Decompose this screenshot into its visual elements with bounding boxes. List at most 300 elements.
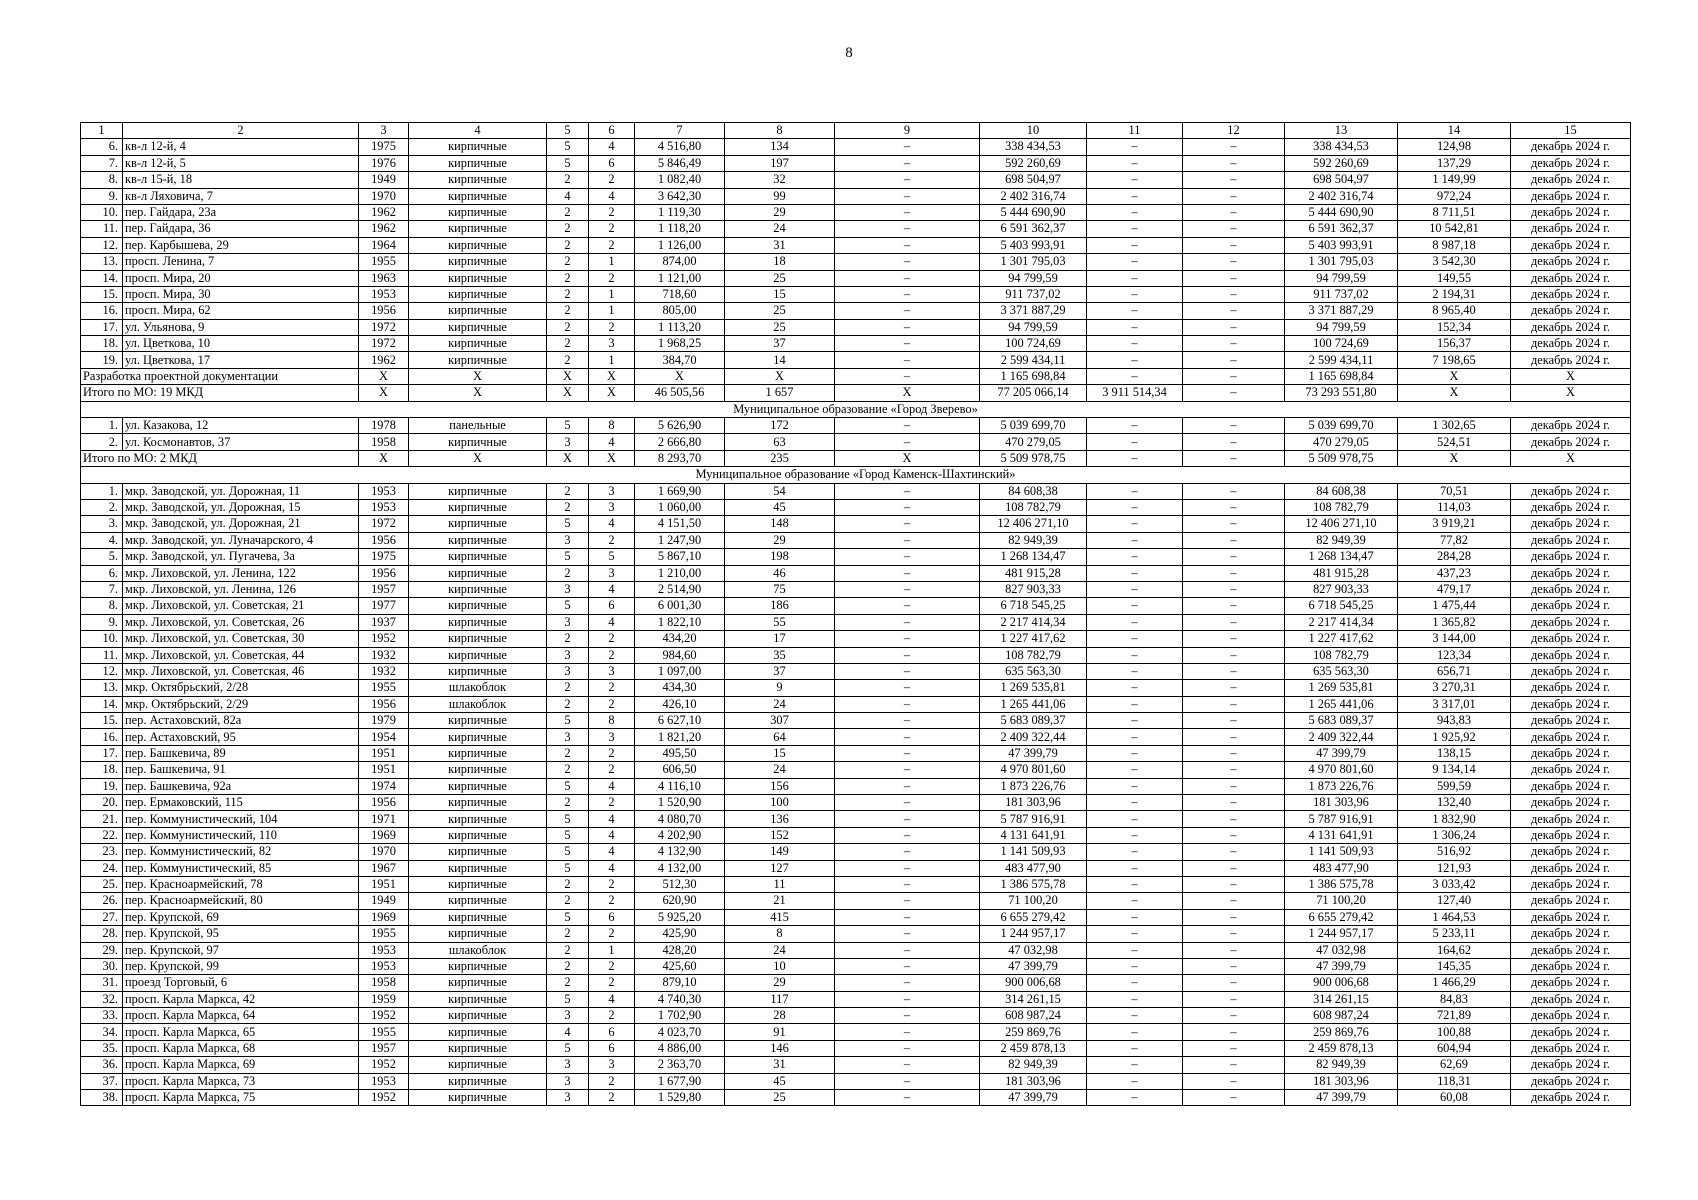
- table-cell: 1 227 417,62: [980, 631, 1087, 647]
- table-cell: 5 403 993,91: [1285, 237, 1398, 253]
- table-cell: 2 409 322,44: [1285, 729, 1398, 745]
- table-row: [81, 713, 1631, 729]
- table-cell: 6 718 545,25: [980, 598, 1087, 614]
- repair-schedule-table: [80, 122, 1631, 1106]
- table-cell: 1952: [359, 631, 409, 647]
- table-cell: 1: [589, 352, 635, 368]
- table-cell: декабрь 2024 г.: [1511, 909, 1631, 925]
- table-cell: –: [1183, 663, 1285, 679]
- table-cell: 2: [547, 254, 589, 270]
- address-cell: мкр. Лиховской, ул. Советская, 30: [123, 631, 359, 647]
- row-number: 11.: [81, 221, 123, 237]
- table-cell: 1970: [359, 188, 409, 204]
- table-cell: 4: [589, 811, 635, 827]
- table-cell: –: [1183, 991, 1285, 1007]
- table-cell: 698 504,97: [980, 172, 1087, 188]
- column-number: 8: [725, 123, 835, 139]
- table-cell: 3: [547, 434, 589, 450]
- table-row: [81, 1008, 1631, 1024]
- table-cell: 2: [547, 565, 589, 581]
- table-cell: 4: [589, 827, 635, 843]
- table-cell: 2 402 316,74: [1285, 188, 1398, 204]
- table-cell: 1 118,20: [635, 221, 725, 237]
- table-cell: 1 677,90: [635, 1073, 725, 1089]
- table-cell: 2: [547, 204, 589, 220]
- table-cell: –: [1183, 1073, 1285, 1089]
- table-cell: –: [835, 991, 980, 1007]
- table-cell: 5: [547, 549, 589, 565]
- table-cell: 8 965,40: [1398, 303, 1511, 319]
- row-number: 26.: [81, 893, 123, 909]
- table-row: [81, 139, 1631, 155]
- table-cell: –: [1087, 1057, 1183, 1073]
- address-cell: пер. Астаховский, 95: [123, 729, 359, 745]
- table-cell: 5: [547, 418, 589, 434]
- table-cell: 827 903,33: [980, 581, 1087, 597]
- table-cell: декабрь 2024 г.: [1511, 139, 1631, 155]
- table-cell: 5: [547, 909, 589, 925]
- table-cell: декабрь 2024 г.: [1511, 319, 1631, 335]
- table-cell: –: [835, 745, 980, 761]
- summary-cell: X: [547, 385, 589, 401]
- table-cell: –: [1183, 844, 1285, 860]
- table-cell: 114,03: [1398, 499, 1511, 515]
- table-cell: кирпичные: [409, 729, 547, 745]
- table-cell: –: [1183, 975, 1285, 991]
- address-cell: просп. Мира, 62: [123, 303, 359, 319]
- table-cell: –: [1183, 532, 1285, 548]
- table-cell: 635 563,30: [1285, 663, 1398, 679]
- table-cell: 481 915,28: [1285, 565, 1398, 581]
- table-row: [81, 516, 1631, 532]
- table-row: [81, 532, 1631, 548]
- table-cell: декабрь 2024 г.: [1511, 303, 1631, 319]
- table-cell: 805,00: [635, 303, 725, 319]
- row-number: 19.: [81, 352, 123, 368]
- table-cell: 5: [547, 713, 589, 729]
- table-cell: 146: [725, 1040, 835, 1056]
- table-cell: кирпичные: [409, 909, 547, 925]
- table-cell: –: [1183, 483, 1285, 499]
- table-cell: –: [835, 729, 980, 745]
- table-row: [81, 860, 1631, 876]
- table-cell: 2: [589, 1090, 635, 1106]
- table-cell: 1: [589, 254, 635, 270]
- table-cell: 2: [589, 680, 635, 696]
- table-cell: –: [835, 598, 980, 614]
- table-cell: 94 799,59: [1285, 270, 1398, 286]
- table-cell: –: [1087, 680, 1183, 696]
- summary-cell: –: [1183, 450, 1285, 466]
- table-cell: 4: [589, 844, 635, 860]
- table-cell: декабрь 2024 г.: [1511, 352, 1631, 368]
- table-cell: декабрь 2024 г.: [1511, 942, 1631, 958]
- table-cell: –: [1183, 581, 1285, 597]
- table-cell: 1 822,10: [635, 614, 725, 630]
- summary-cell: X: [547, 368, 589, 384]
- column-number: 10: [980, 123, 1087, 139]
- summary-cell: –: [1183, 368, 1285, 384]
- table-cell: 186: [725, 598, 835, 614]
- table-cell: –: [835, 532, 980, 548]
- table-cell: 2: [547, 319, 589, 335]
- table-cell: 5 403 993,91: [980, 237, 1087, 253]
- row-number: 20.: [81, 795, 123, 811]
- table-cell: 4 131 641,91: [1285, 827, 1398, 843]
- table-cell: 1 386 575,78: [980, 876, 1087, 892]
- table-cell: 100: [725, 795, 835, 811]
- table-cell: 82 949,39: [980, 1057, 1087, 1073]
- table-cell: 15: [725, 745, 835, 761]
- table-row: [81, 352, 1631, 368]
- address-cell: пер. Башкевича, 89: [123, 745, 359, 761]
- row-number: 36.: [81, 1057, 123, 1073]
- table-cell: –: [1183, 303, 1285, 319]
- table-cell: 5 867,10: [635, 549, 725, 565]
- table-cell: 2: [547, 795, 589, 811]
- table-cell: –: [1183, 1090, 1285, 1106]
- table-row: [81, 483, 1631, 499]
- table-cell: 12 406 271,10: [980, 516, 1087, 532]
- table-cell: 4 740,30: [635, 991, 725, 1007]
- table-cell: 121,93: [1398, 860, 1511, 876]
- table-cell: кирпичные: [409, 1090, 547, 1106]
- table-cell: –: [835, 352, 980, 368]
- row-number: 38.: [81, 1090, 123, 1106]
- table-cell: 1964: [359, 237, 409, 253]
- table-cell: –: [1183, 319, 1285, 335]
- table-cell: декабрь 2024 г.: [1511, 991, 1631, 1007]
- table-cell: 415: [725, 909, 835, 925]
- table-cell: –: [1087, 434, 1183, 450]
- table-cell: –: [835, 549, 980, 565]
- table-cell: 4 886,00: [635, 1040, 725, 1056]
- table-cell: –: [1183, 876, 1285, 892]
- table-cell: 1 302,65: [1398, 418, 1511, 434]
- table-cell: 24: [725, 762, 835, 778]
- table-cell: кирпичные: [409, 499, 547, 515]
- table-cell: –: [835, 876, 980, 892]
- table-cell: 1957: [359, 581, 409, 597]
- row-number: 34.: [81, 1024, 123, 1040]
- table-cell: декабрь 2024 г.: [1511, 483, 1631, 499]
- table-cell: кирпичные: [409, 795, 547, 811]
- table-cell: 4: [589, 434, 635, 450]
- table-cell: 3 919,21: [1398, 516, 1511, 532]
- table-cell: кирпичные: [409, 1040, 547, 1056]
- table-cell: 145,35: [1398, 958, 1511, 974]
- table-cell: 524,51: [1398, 434, 1511, 450]
- address-cell: мкр. Октябрьский, 2/28: [123, 680, 359, 696]
- address-cell: пер. Крупской, 69: [123, 909, 359, 925]
- address-cell: мкр. Лиховской, ул. Советская, 21: [123, 598, 359, 614]
- table-cell: кирпичные: [409, 516, 547, 532]
- table-cell: кирпичные: [409, 958, 547, 974]
- table-cell: 606,50: [635, 762, 725, 778]
- table-cell: –: [835, 139, 980, 155]
- table-cell: 152,34: [1398, 319, 1511, 335]
- row-number: 2.: [81, 499, 123, 515]
- table-row: [81, 549, 1631, 565]
- column-number: 14: [1398, 123, 1511, 139]
- table-cell: 2 363,70: [635, 1057, 725, 1073]
- table-cell: декабрь 2024 г.: [1511, 811, 1631, 827]
- table-cell: –: [1087, 958, 1183, 974]
- table-cell: –: [835, 499, 980, 515]
- table-cell: –: [1087, 991, 1183, 1007]
- table-cell: 2: [547, 483, 589, 499]
- table-cell: декабрь 2024 г.: [1511, 565, 1631, 581]
- table-cell: кирпичные: [409, 926, 547, 942]
- table-cell: 1952: [359, 1057, 409, 1073]
- table-cell: –: [1087, 778, 1183, 794]
- table-cell: –: [1183, 204, 1285, 220]
- table-cell: 1 265 441,06: [980, 696, 1087, 712]
- table-cell: 29: [725, 975, 835, 991]
- table-cell: –: [1087, 876, 1183, 892]
- table-cell: 620,90: [635, 893, 725, 909]
- row-number: 16.: [81, 303, 123, 319]
- table-cell: –: [1183, 958, 1285, 974]
- summary-label: Итого по МО: 2 МКД: [81, 450, 359, 466]
- table-cell: 721,89: [1398, 1008, 1511, 1024]
- table-cell: 2: [589, 958, 635, 974]
- table-cell: 470 279,05: [980, 434, 1087, 450]
- table-cell: 698 504,97: [1285, 172, 1398, 188]
- table-row: [81, 811, 1631, 827]
- table-cell: –: [835, 827, 980, 843]
- table-cell: кирпичные: [409, 713, 547, 729]
- table-cell: 70,51: [1398, 483, 1511, 499]
- table-cell: 8: [589, 418, 635, 434]
- table-row: [81, 565, 1631, 581]
- table-cell: 1949: [359, 893, 409, 909]
- table-cell: 63: [725, 434, 835, 450]
- table-cell: –: [835, 516, 980, 532]
- table-cell: 181 303,96: [1285, 1073, 1398, 1089]
- address-cell: просп. Карла Маркса, 42: [123, 991, 359, 1007]
- table-cell: 1 060,00: [635, 499, 725, 515]
- table-cell: –: [835, 647, 980, 663]
- address-cell: мкр. Лиховской, ул. Советская, 46: [123, 663, 359, 679]
- row-number: 5.: [81, 549, 123, 565]
- table-cell: 516,92: [1398, 844, 1511, 860]
- table-cell: 15: [725, 286, 835, 302]
- table-cell: 148: [725, 516, 835, 532]
- table-row: [81, 991, 1631, 1007]
- address-cell: мкр. Заводской, ул. Луначарского, 4: [123, 532, 359, 548]
- table-cell: 2: [589, 172, 635, 188]
- table-cell: кирпичные: [409, 631, 547, 647]
- table-cell: 314 261,15: [980, 991, 1087, 1007]
- table-cell: –: [835, 336, 980, 352]
- table-row: [81, 942, 1631, 958]
- table-row: [81, 499, 1631, 515]
- table-cell: 3: [589, 499, 635, 515]
- table-cell: –: [1183, 1057, 1285, 1073]
- table-cell: 900 006,68: [980, 975, 1087, 991]
- table-cell: –: [835, 1008, 980, 1024]
- table-cell: –: [1087, 204, 1183, 220]
- column-number: 15: [1511, 123, 1631, 139]
- table-cell: 2: [589, 926, 635, 942]
- address-cell: ул. Ульянова, 9: [123, 319, 359, 335]
- address-cell: ул. Цветкова, 10: [123, 336, 359, 352]
- table-cell: 47 399,79: [980, 1090, 1087, 1106]
- table-cell: декабрь 2024 г.: [1511, 745, 1631, 761]
- table-cell: 2: [547, 762, 589, 778]
- column-number: 9: [835, 123, 980, 139]
- table-cell: 284,28: [1398, 549, 1511, 565]
- table-cell: 1 227 417,62: [1285, 631, 1398, 647]
- table-cell: 18: [725, 254, 835, 270]
- row-number: 37.: [81, 1073, 123, 1089]
- table-cell: 14: [725, 352, 835, 368]
- table-cell: 8: [589, 713, 635, 729]
- table-row: [81, 598, 1631, 614]
- table-cell: –: [835, 172, 980, 188]
- row-number: 32.: [81, 991, 123, 1007]
- table-cell: 1955: [359, 254, 409, 270]
- table-cell: 24: [725, 221, 835, 237]
- table-cell: –: [1183, 631, 1285, 647]
- table-row: [81, 1024, 1631, 1040]
- table-cell: 2: [589, 795, 635, 811]
- table-cell: 5 683 089,37: [1285, 713, 1398, 729]
- table-cell: 2: [547, 352, 589, 368]
- table-cell: 45: [725, 1073, 835, 1089]
- summary-cell: X: [1398, 450, 1511, 466]
- table-cell: кирпичные: [409, 598, 547, 614]
- table-cell: –: [835, 696, 980, 712]
- table-cell: 1953: [359, 1073, 409, 1089]
- table-cell: 4 970 801,60: [1285, 762, 1398, 778]
- address-cell: мкр. Лиховской, ул. Ленина, 122: [123, 565, 359, 581]
- table-cell: –: [1183, 647, 1285, 663]
- table-cell: декабрь 2024 г.: [1511, 532, 1631, 548]
- table-cell: 2 599 434,11: [980, 352, 1087, 368]
- table-cell: 1962: [359, 221, 409, 237]
- table-row: [81, 581, 1631, 597]
- table-cell: кирпичные: [409, 876, 547, 892]
- table-cell: 338 434,53: [980, 139, 1087, 155]
- table-cell: 2: [589, 975, 635, 991]
- row-number: 33.: [81, 1008, 123, 1024]
- address-cell: просп. Карла Маркса, 69: [123, 1057, 359, 1073]
- table-cell: 1978: [359, 418, 409, 434]
- address-cell: пер. Коммунистический, 82: [123, 844, 359, 860]
- table-cell: –: [1087, 844, 1183, 860]
- table-cell: 6 655 279,42: [1285, 909, 1398, 925]
- table-cell: 123,34: [1398, 647, 1511, 663]
- table-cell: –: [1183, 1024, 1285, 1040]
- table-cell: 75: [725, 581, 835, 597]
- table-cell: 5 626,90: [635, 418, 725, 434]
- table-cell: 608 987,24: [980, 1008, 1087, 1024]
- table-cell: –: [835, 958, 980, 974]
- table-cell: –: [835, 1073, 980, 1089]
- table-cell: 4 080,70: [635, 811, 725, 827]
- table-cell: 4: [589, 860, 635, 876]
- table-cell: 37: [725, 336, 835, 352]
- row-number: 8.: [81, 598, 123, 614]
- table-cell: 6 591 362,37: [980, 221, 1087, 237]
- table-cell: 1 925,92: [1398, 729, 1511, 745]
- table-cell: 1 210,00: [635, 565, 725, 581]
- table-cell: –: [1183, 909, 1285, 925]
- summary-cell: X: [359, 385, 409, 401]
- table-cell: 108 782,79: [980, 647, 1087, 663]
- table-row: [81, 876, 1631, 892]
- table-cell: 900 006,68: [1285, 975, 1398, 991]
- table-cell: 1 873 226,76: [1285, 778, 1398, 794]
- table-cell: кирпичные: [409, 270, 547, 286]
- table-row: [81, 729, 1631, 745]
- table-cell: –: [1087, 172, 1183, 188]
- table-cell: 5 039 699,70: [1285, 418, 1398, 434]
- table-cell: декабрь 2024 г.: [1511, 926, 1631, 942]
- table-cell: 4: [589, 139, 635, 155]
- table-cell: 604,94: [1398, 1040, 1511, 1056]
- table-cell: 2: [547, 499, 589, 515]
- summary-cell: X: [635, 368, 725, 384]
- table-cell: кирпичные: [409, 434, 547, 450]
- table-cell: кирпичные: [409, 811, 547, 827]
- address-cell: пер. Гайдара, 23а: [123, 204, 359, 220]
- table-cell: –: [1183, 286, 1285, 302]
- table-row: [81, 336, 1631, 352]
- table-cell: декабрь 2024 г.: [1511, 155, 1631, 171]
- table-cell: кирпичные: [409, 254, 547, 270]
- table-cell: 71 100,20: [1285, 893, 1398, 909]
- table-cell: кирпичные: [409, 286, 547, 302]
- table-cell: 127: [725, 860, 835, 876]
- summary-cell: X: [725, 368, 835, 384]
- table-cell: –: [835, 237, 980, 253]
- table-cell: 3: [547, 1073, 589, 1089]
- table-cell: 1 669,90: [635, 483, 725, 499]
- table-cell: –: [835, 926, 980, 942]
- address-cell: пер. Ермаковский, 115: [123, 795, 359, 811]
- table-cell: 1 520,90: [635, 795, 725, 811]
- table-row: [81, 844, 1631, 860]
- table-cell: 470 279,05: [1285, 434, 1398, 450]
- row-number: 21.: [81, 811, 123, 827]
- table-row: [81, 795, 1631, 811]
- table-cell: 25: [725, 303, 835, 319]
- row-number: 10.: [81, 204, 123, 220]
- table-cell: 2 217 414,34: [1285, 614, 1398, 630]
- table-cell: –: [1087, 1040, 1183, 1056]
- table-cell: 2: [547, 303, 589, 319]
- table-cell: –: [835, 286, 980, 302]
- table-cell: декабрь 2024 г.: [1511, 418, 1631, 434]
- table-cell: 1959: [359, 991, 409, 1007]
- table-cell: 1 269 535,81: [1285, 680, 1398, 696]
- address-cell: проезд Торговый, 6: [123, 975, 359, 991]
- row-number: 14.: [81, 270, 123, 286]
- table-cell: 1 141 509,93: [980, 844, 1087, 860]
- row-number: 12.: [81, 237, 123, 253]
- table-cell: 47 399,79: [1285, 1090, 1398, 1106]
- table-row: [81, 762, 1631, 778]
- summary-cell: 8 293,70: [635, 450, 725, 466]
- table-cell: 1 301 795,03: [980, 254, 1087, 270]
- table-cell: 3: [589, 663, 635, 679]
- table-cell: 3 317,01: [1398, 696, 1511, 712]
- table-cell: –: [1183, 221, 1285, 237]
- table-cell: –: [1087, 713, 1183, 729]
